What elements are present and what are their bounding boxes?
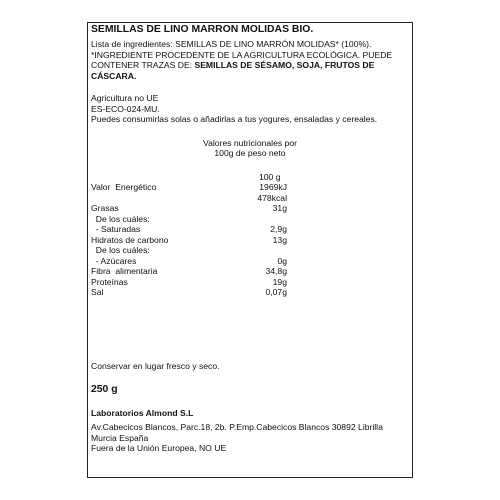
ingredients-line-2: *INGREDIENTE PROCEDENTE DE LA AGRICULTURA ECOLÓGICA. PUEDE (91, 49, 393, 60)
nutrition-label: Hidratos de carbono (91, 234, 169, 245)
nutrition-label: Proteínas (91, 276, 128, 287)
nutrition-row (91, 224, 409, 235)
nutrition-label: Grasas (91, 203, 119, 213)
nutrition-value: 0,07g (265, 287, 287, 297)
nutrition-label: - Azúcares (91, 255, 137, 266)
traces-allergens-2: CÁSCARA. (91, 70, 137, 81)
traces-allergens: SEMILLAS DE SÉSAMO, SOJA, FRUTOS DE (194, 60, 375, 70)
nutrition-label: - Saturadas (91, 224, 141, 234)
nutrition-row (91, 193, 409, 204)
nutrition-column-header: 100 g (259, 171, 281, 182)
company-address-1: Av.Cabecicos Blancos, Parc.18, 2b. P.Emp.Cabecicos Blancos 30892 Librilla (91, 422, 383, 432)
usage-text: Puedes consumirlas solas o añadirlas a tus yogures, ensaladas y cereales. (91, 114, 378, 124)
nutrition-value: 2,9g (270, 224, 287, 234)
nutrition-column-header-row (91, 172, 409, 183)
nutrition-value: 13g (272, 234, 287, 245)
nutrition-row (91, 245, 409, 256)
nutrition-label: De los cuáles: (91, 245, 150, 255)
nutrition-value: 34,8g (265, 266, 287, 276)
label-content (91, 24, 409, 454)
nutrition-row (91, 182, 409, 193)
nutrition-row (91, 287, 409, 298)
product-title: SEMILLAS DE LINO MARRON MOLIDAS BIO. (91, 24, 314, 35)
net-weight: 250 g (91, 384, 118, 395)
company-address-2: Murcia España (91, 432, 149, 443)
nutrition-value: 19g (272, 276, 287, 287)
traces-line (91, 60, 409, 71)
storage-text: Conservar en lugar fresco y seco. (91, 360, 220, 371)
nutrition-table (91, 172, 409, 298)
traces-prefix: CONTENER TRAZAS DE: (91, 60, 195, 70)
nutrition-header-2: 100g de peso neto (214, 148, 286, 158)
nutrition-row (91, 256, 409, 267)
nutrition-value: 0g (277, 255, 287, 266)
nutrition-header-1: Valores nutricionales por (203, 137, 297, 148)
company-origin: Fuera de la Unión Europea, NO UE (91, 443, 227, 453)
eco-code: ES-ECO-024-MU. (91, 103, 160, 114)
nutrition-row (91, 235, 409, 246)
nutrition-row (91, 266, 409, 277)
nutrition-row (91, 203, 409, 214)
company-name: Laboratorios Almond S.L (91, 407, 194, 418)
nutrition-value: 1969kJ (259, 182, 287, 192)
nutrition-row (91, 214, 409, 225)
nutrition-label: De los cuáles: (91, 213, 150, 224)
nutrition-label: Fibra alimentaria (91, 266, 158, 276)
nutrition-row (91, 277, 409, 288)
nutrition-value: 31g (272, 203, 287, 213)
origin-text: Agricultura no UE (91, 93, 159, 103)
nutrition-label: Sal (91, 287, 104, 297)
ingredients-line-1: Lista de ingredientes: SEMILLAS DE LINO MARRÓN MOLIDAS* (100%). (91, 39, 372, 49)
nutrition-label: Valor Energético (91, 182, 157, 192)
nutrition-value: 478kcal (257, 192, 287, 203)
